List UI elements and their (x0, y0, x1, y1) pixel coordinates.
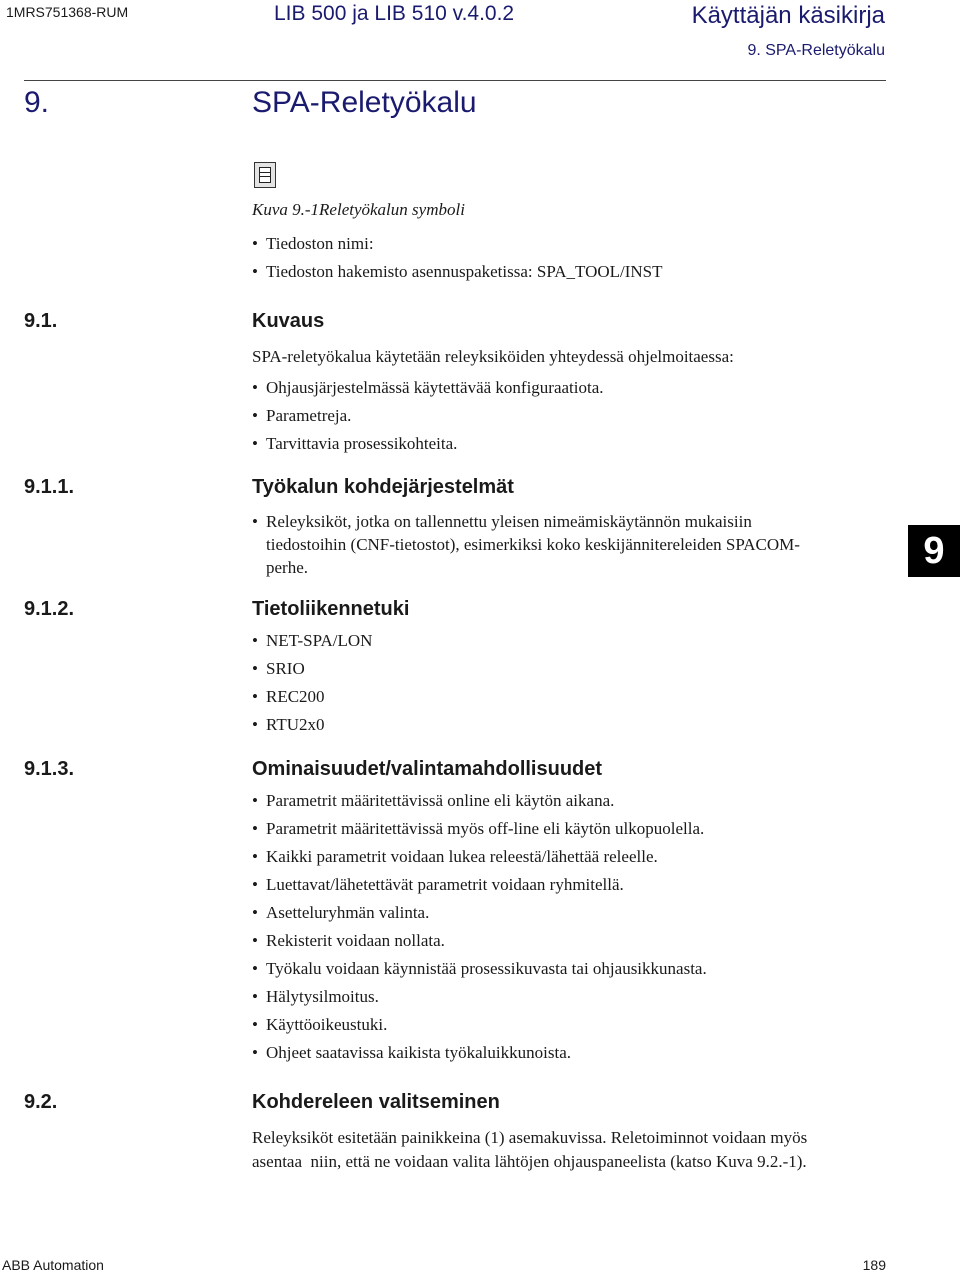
list-item: • SRIO (252, 655, 372, 683)
list-item: • Asetteluryhmän valinta. (252, 899, 707, 927)
list-item: • Rekisterit voidaan nollata. (252, 927, 707, 955)
list-item: • RTU2x0 (252, 711, 372, 739)
bullet-icon: • (252, 512, 258, 531)
running-section-title: 9. SPA-Reletyökalu (747, 42, 885, 59)
list-item: • Tarvittavia prosessikohteita. (252, 430, 604, 458)
section-number: 9.2. (24, 1091, 58, 1113)
list-item: • Tiedoston nimi: (252, 230, 663, 258)
list-item: • Käyttöoikeustuki. (252, 1011, 707, 1039)
product-name: LIB 500 ja LIB 510 v.4.0.2 (274, 2, 515, 25)
description-list (252, 374, 604, 458)
list-item: • Ohjeet saatavissa kaikista työkaluikkunoista. (252, 1039, 707, 1067)
section-title: Kohdereleen valitseminen (252, 1091, 500, 1113)
list-item: • Ohjausjärjestelmässä käytettävää konfiguraatiota. (252, 374, 604, 402)
figure-caption: Kuva 9.-1Reletyökalun symboli (252, 200, 465, 219)
list-item: • Parametreja. (252, 402, 604, 430)
features-list (252, 787, 707, 1067)
page-number: 189 (862, 1257, 886, 1273)
section-number: 9.1.3. (24, 758, 75, 780)
list-item: • NET-SPA/LON (252, 627, 372, 655)
section-number: 9.1.2. (24, 598, 75, 620)
paragraph-line: Releyksiköt esitetään painikkeina (1) asemakuvissa. Reletoiminnot voidaan myös (252, 1128, 808, 1147)
target-systems-item (252, 510, 872, 579)
item-line: perhe. (266, 558, 309, 577)
section-number: 9.1.1. (24, 476, 75, 498)
document-id: 1MRS751368-RUM (6, 4, 129, 20)
section-intro: SPA-reletyökalua käytetään releyksiköiden yhteydessä ohjelmoitaessa: (252, 347, 734, 366)
relay-tool-symbol-icon (254, 162, 276, 188)
section-number: 9.1. (24, 310, 58, 332)
list-item: • Työkalu voidaan käynnistää prosessikuvasta tai ohjausikkunasta. (252, 955, 707, 983)
section-title: Ominaisuudet/valintamahdollisuudet (252, 758, 603, 780)
chapter-number: 9. (24, 86, 50, 119)
list-item: • Parametrit määritettävissä online eli käytön aikana. (252, 787, 707, 815)
communication-list (252, 627, 372, 739)
header-divider (24, 80, 886, 81)
item-line: Releyksiköt, jotka on tallennettu yleisen nimeämiskäytännön mukaisiin (266, 512, 752, 531)
footer-company: ABB Automation (2, 1257, 104, 1273)
chapter-title: SPA-Reletyökalu (252, 86, 477, 119)
list-item: • REC200 (252, 683, 372, 711)
list-item: • Luettavat/lähetettävät parametrit voidaan ryhmitellä. (252, 871, 707, 899)
item-line: tiedostoihin (CNF-tietostot), esimerkiksi koko keskijännitereleiden SPACOM- (266, 535, 800, 554)
section-title: Tietoliikennetuki (252, 598, 410, 620)
paragraph-line: asentaa niin, että ne voidaan valita lähtöjen ohjauspaneelista (katso Kuva 9.2.-1). (252, 1152, 807, 1171)
list-item: • Kaikki parametrit voidaan lukea releestä/lähettää releelle. (252, 843, 707, 871)
list-item: • Tiedoston hakemisto asennuspaketissa: SPA_TOOL/INST (252, 258, 663, 286)
section-title: Kuvaus (252, 310, 325, 332)
list-item: • Parametrit määritettävissä myös off-line eli käytön ulkopuolella. (252, 815, 707, 843)
section-title: Työkalun kohdejärjestelmät (252, 476, 514, 498)
chapter-tab: 9 (908, 525, 960, 577)
section-paragraph (252, 1126, 892, 1174)
file-info-list (252, 230, 663, 286)
manual-title: Käyttäjän käsikirja (691, 2, 885, 29)
list-item: • Hälytysilmoitus. (252, 983, 707, 1011)
